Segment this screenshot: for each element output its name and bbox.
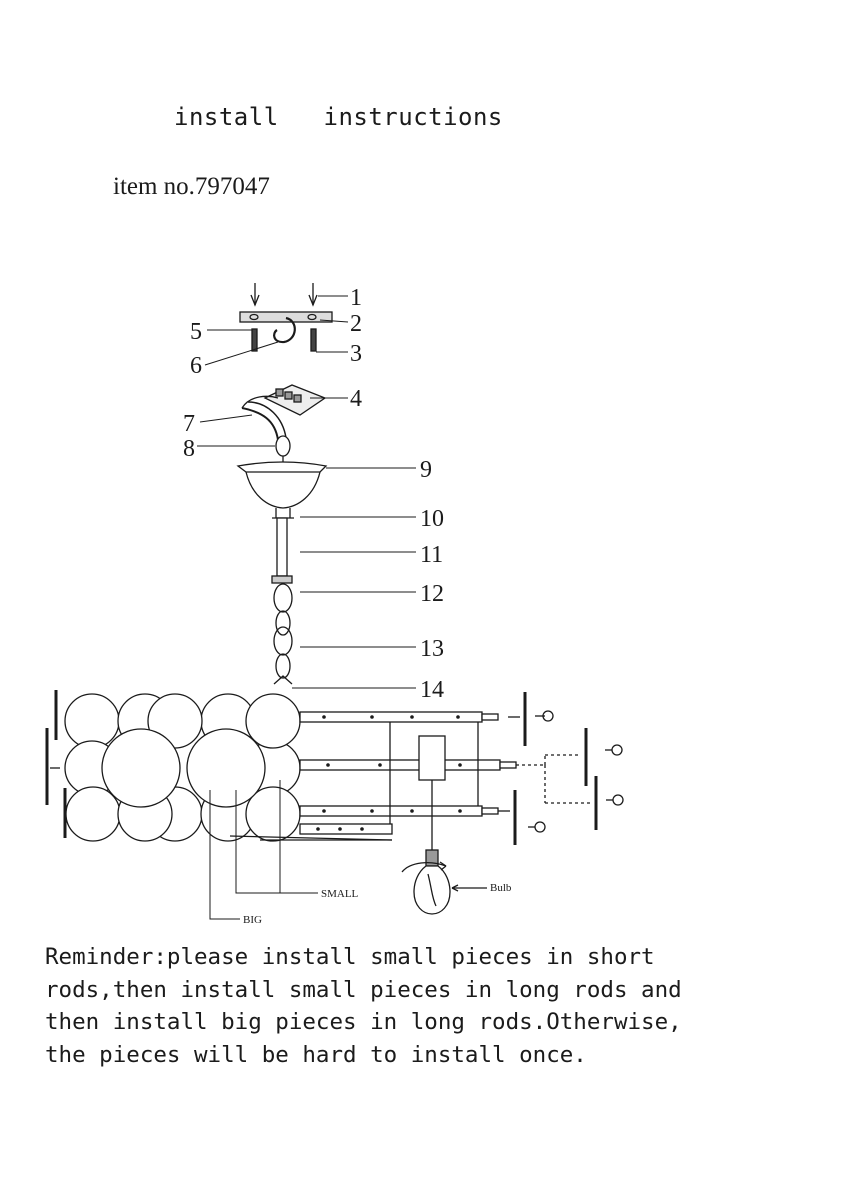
mounting-bracket	[240, 283, 332, 351]
callout-14: 14	[420, 677, 444, 703]
reminder-line: the pieces will be hard to install once.	[45, 1041, 587, 1068]
label-bulb: Bulb	[490, 882, 512, 894]
callout-2: 2	[350, 311, 362, 337]
label-big: BIG	[243, 914, 262, 926]
label-small: SMALL	[321, 888, 359, 900]
item-number: item no.797047	[113, 173, 270, 200]
callout-7: 7	[183, 411, 195, 437]
wire-connector	[242, 385, 325, 465]
callout-5: 5	[190, 319, 202, 345]
reminder-line: Reminder:please install small pieces in short	[45, 944, 655, 970]
end-plates-left	[47, 690, 65, 838]
document-title: install instructions	[174, 103, 503, 131]
reminder-line: rods,then install small pieces in long rods and	[45, 976, 682, 1003]
callout-4: 4	[350, 386, 362, 412]
callout-10: 10	[420, 506, 444, 532]
callout-3: 3	[350, 341, 362, 367]
callout-8: 8	[183, 436, 195, 462]
rod-and-chain	[272, 518, 292, 684]
callout-9: 9	[420, 457, 432, 483]
callout-11: 11	[420, 542, 444, 568]
canopy	[238, 462, 326, 518]
callout-1: 1	[350, 285, 362, 311]
callout-13: 13	[420, 636, 444, 662]
mounting-screws	[528, 711, 623, 832]
reminder-note	[45, 941, 825, 1071]
reminder-line: then install big pieces in long rods.Otherwise,	[45, 1009, 682, 1035]
callout-12: 12	[420, 581, 444, 607]
glass-ball-cluster	[50, 694, 300, 841]
callout-6: 6	[190, 353, 202, 379]
